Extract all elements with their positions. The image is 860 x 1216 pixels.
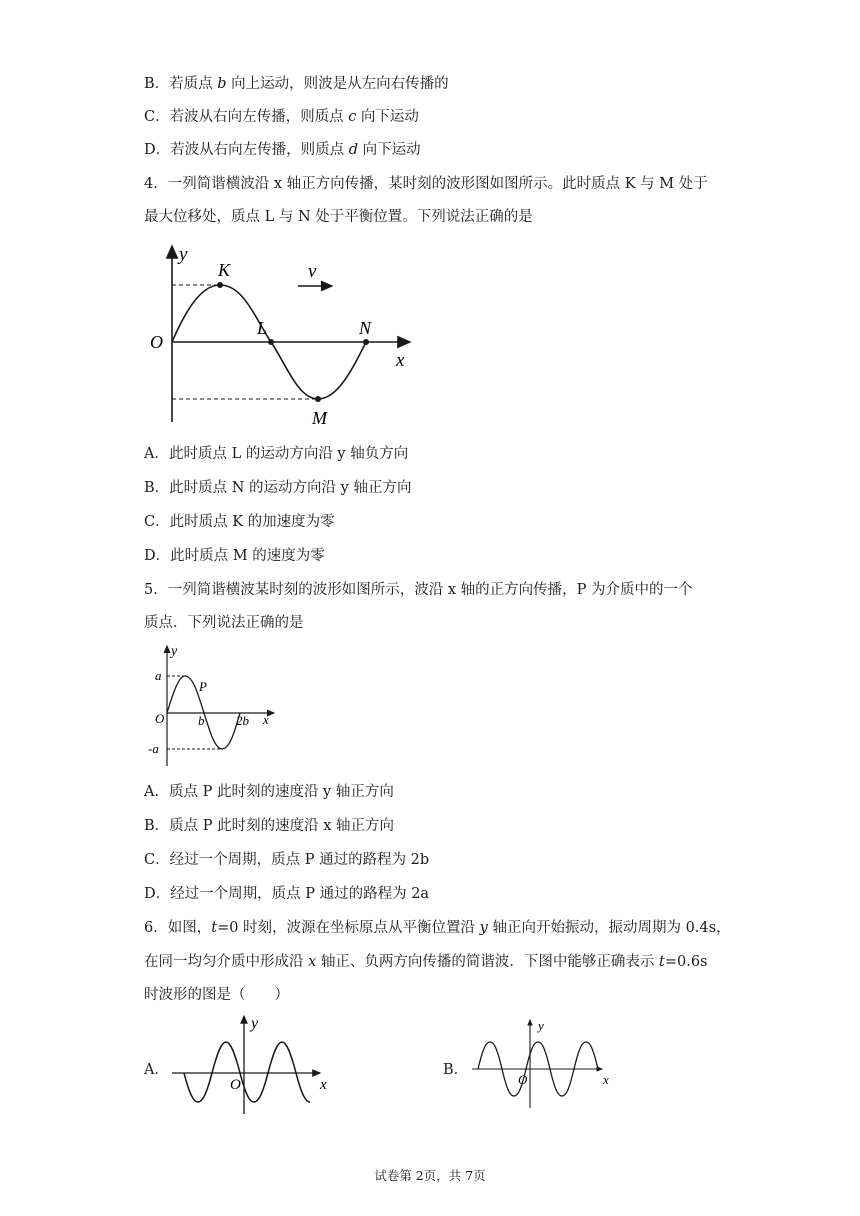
q6-option-a-figure [170,1012,336,1116]
q4-point-l [268,339,274,345]
q4-option-c: C．此时质点 K 的加速度为零 [144,514,335,530]
q6a-wave-curve [184,1042,310,1102]
q4-option-d: D．此时质点 M 的速度为零 [144,548,325,564]
q6-stem-line3: 时波形的图是（ ） [144,987,289,1003]
q4-point-m [315,396,321,402]
q5-option-b: B．质点 P 此时刻的速度沿 x 轴正方向 [144,818,395,834]
q6-stem-line1: 6．如图，t=0 时刻，波源在坐标原点从平衡位置沿 y 轴正向开始振动，振动周期为 0.4s， [144,920,731,936]
q4-label-n: N [359,318,372,338]
q4-point-n [363,339,369,345]
q6a-label-x: x [320,1077,327,1093]
q5-label-neg-a: -a [148,741,159,756]
page-footer: 试卷第 2页，共 7页 [374,1168,486,1183]
q4-option-a: A．此时质点 L 的运动方向沿 y 轴负方向 [144,446,409,462]
q3-option-d: D．若波从右向左传播，则质点 d 向下运动 [144,142,421,158]
q4-option-b: B．此时质点 N 的运动方向沿 y 轴正方向 [144,480,412,496]
q4-label-y: y [179,244,188,265]
q5-label-2b: 2b [236,713,249,728]
q3-option-b: B．若质点 b 向上运动，则波是从左向右传播的 [144,76,449,92]
q6-option-a-label: A． [144,1062,169,1078]
q4-label-v: v [308,261,317,282]
q5-stem-line2: 质点．下列说法正确的是 [144,615,304,631]
q6a-label-y: y [251,1015,259,1032]
q4-label-o: O [150,332,163,352]
q4-label-x: x [396,350,405,371]
q5-label-a: a [155,668,162,683]
q4-label-l: L [257,318,268,338]
q4-wave-figure [148,240,418,430]
q6-stem-line2: 在同一均匀介质中形成沿 x 轴正、负两方向传播的简谐波．下图中能够正确表示 t=0.6s [144,954,708,970]
q5-option-d: D．经过一个周期，质点 P 通过的路程为 2a [144,886,430,902]
q5-label-p: P [199,679,207,694]
q5-option-a: A．质点 P 此时刻的速度沿 y 轴正方向 [144,784,394,800]
q4-point-k [217,282,223,288]
q6b-label-x: x [603,1072,609,1087]
q5-wave-figure [146,642,278,770]
q6b-label-y: y [538,1018,544,1033]
q6b-label-o: O [518,1072,528,1087]
q5-label-y: y [171,644,178,659]
q6-option-b-label: B． [443,1062,469,1078]
q5-label-o: O [155,711,165,726]
q4-stem-line1: 4．一列简谐横波沿 x 轴正方向传播，某时刻的波形图如图所示。此时质点 K 与 M 处于 [144,176,708,192]
q6-option-b-figure [470,1014,616,1110]
q4-label-k: K [218,260,231,280]
q5-option-c: C．经过一个周期，质点 P 通过的路程为 2b [144,852,430,868]
q4-stem-line2: 最大位移处，质点 L 与 N 处于平衡位置。下列说法正确的是 [144,209,533,225]
q5-stem-line1: 5．一列简谐横波某时刻的波形如图所示，波沿 x 轴的正方向传播，P 为介质中的一个 [144,582,693,598]
q4-label-m: M [312,408,327,428]
q5-label-x: x [263,712,269,727]
q3-option-c: C．若波从右向左传播，则质点 c 向下运动 [144,109,419,125]
q5-label-b: b [198,713,205,728]
q6a-label-o: O [230,1077,241,1093]
